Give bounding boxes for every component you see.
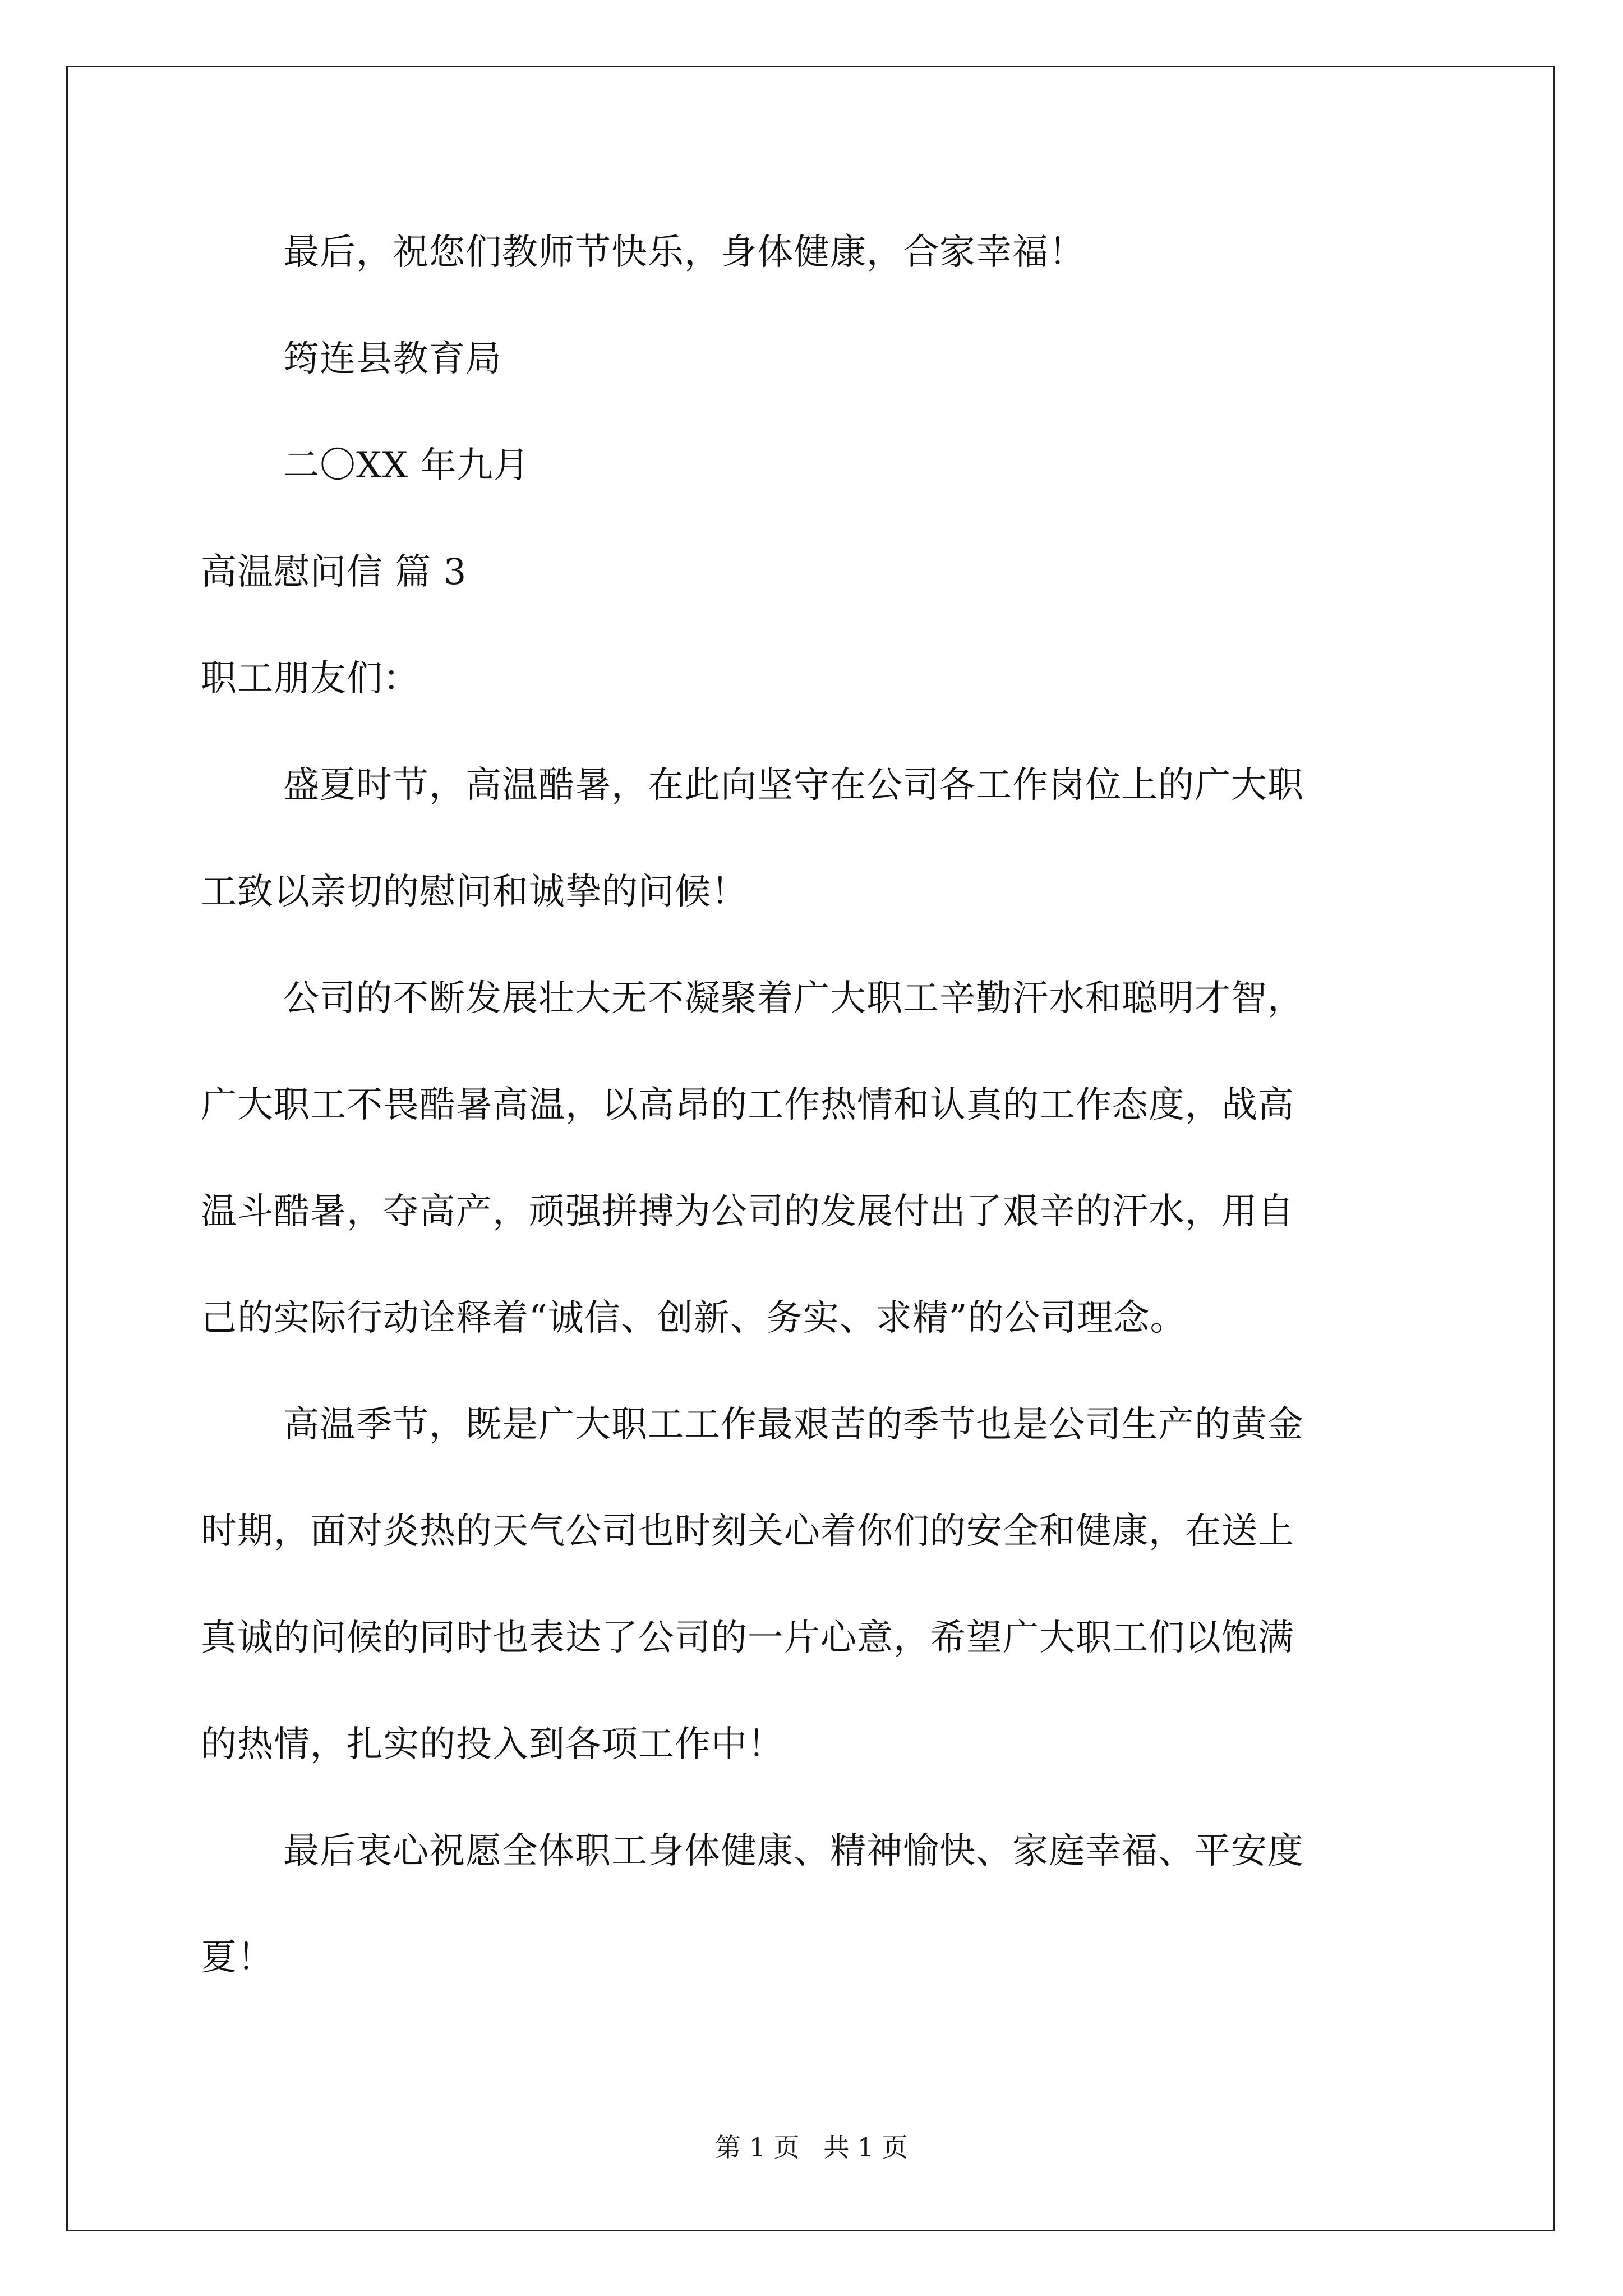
signature-date: 二〇XX 年九月 xyxy=(283,445,530,486)
body-paragraph-line: 温斗酷暑，夺高产，顽强拼搏为公司的发展付出了艰辛的汗水，用自 xyxy=(201,1191,1294,1232)
body-paragraph-line: 公司的不断发展壮大无不凝聚着广大职工辛勤汗水和聪明才智， xyxy=(283,978,1304,1019)
body-paragraph-line: 夏！ xyxy=(201,1937,274,1978)
page-footer xyxy=(0,2132,1623,2163)
page-number: 第 1 页 xyxy=(715,2132,800,2162)
page-border xyxy=(66,66,1555,2231)
body-paragraph-line: 广大职工不畏酷暑高温，以高昂的工作热情和认真的工作态度，战高 xyxy=(201,1084,1294,1126)
salutation: 职工朋友们： xyxy=(201,658,419,700)
section-heading: 高温慰问信 篇 3 xyxy=(201,551,467,593)
body-paragraph-line: 高温季节，既是广大职工工作最艰苦的季节也是公司生产的黄金 xyxy=(283,1404,1304,1446)
signature-organization: 筠连县教育局 xyxy=(283,338,502,380)
body-paragraph-line: 最后衷心祝愿全体职工身体健康、精神愉快、家庭幸福、平安度 xyxy=(283,1830,1304,1872)
body-paragraph-line: 工致以亲切的慰问和诚挚的问候！ xyxy=(201,871,748,913)
body-paragraph-line: 己的实际行动诠释着“诚信、创新、务实、求精”的公司理念。 xyxy=(201,1297,1187,1339)
page-total: 共 1 页 xyxy=(823,2132,908,2162)
body-paragraph-line: 时期，面对炎热的天气公司也时刻关心着你们的安全和健康，在送上 xyxy=(201,1511,1294,1552)
body-paragraph-line: 真诚的问候的同时也表达了公司的一片心意，希望广大职工们以饱满 xyxy=(201,1617,1294,1659)
closing-wish: 最后，祝您们教师节快乐，身体健康，合家幸福！ xyxy=(283,232,1085,273)
body-paragraph-line: 盛夏时节，高温酷暑，在此向坚守在公司各工作岗位上的广大职 xyxy=(283,765,1304,806)
body-paragraph-line: 的热情，扎实的投入到各项工作中！ xyxy=(201,1724,784,1765)
